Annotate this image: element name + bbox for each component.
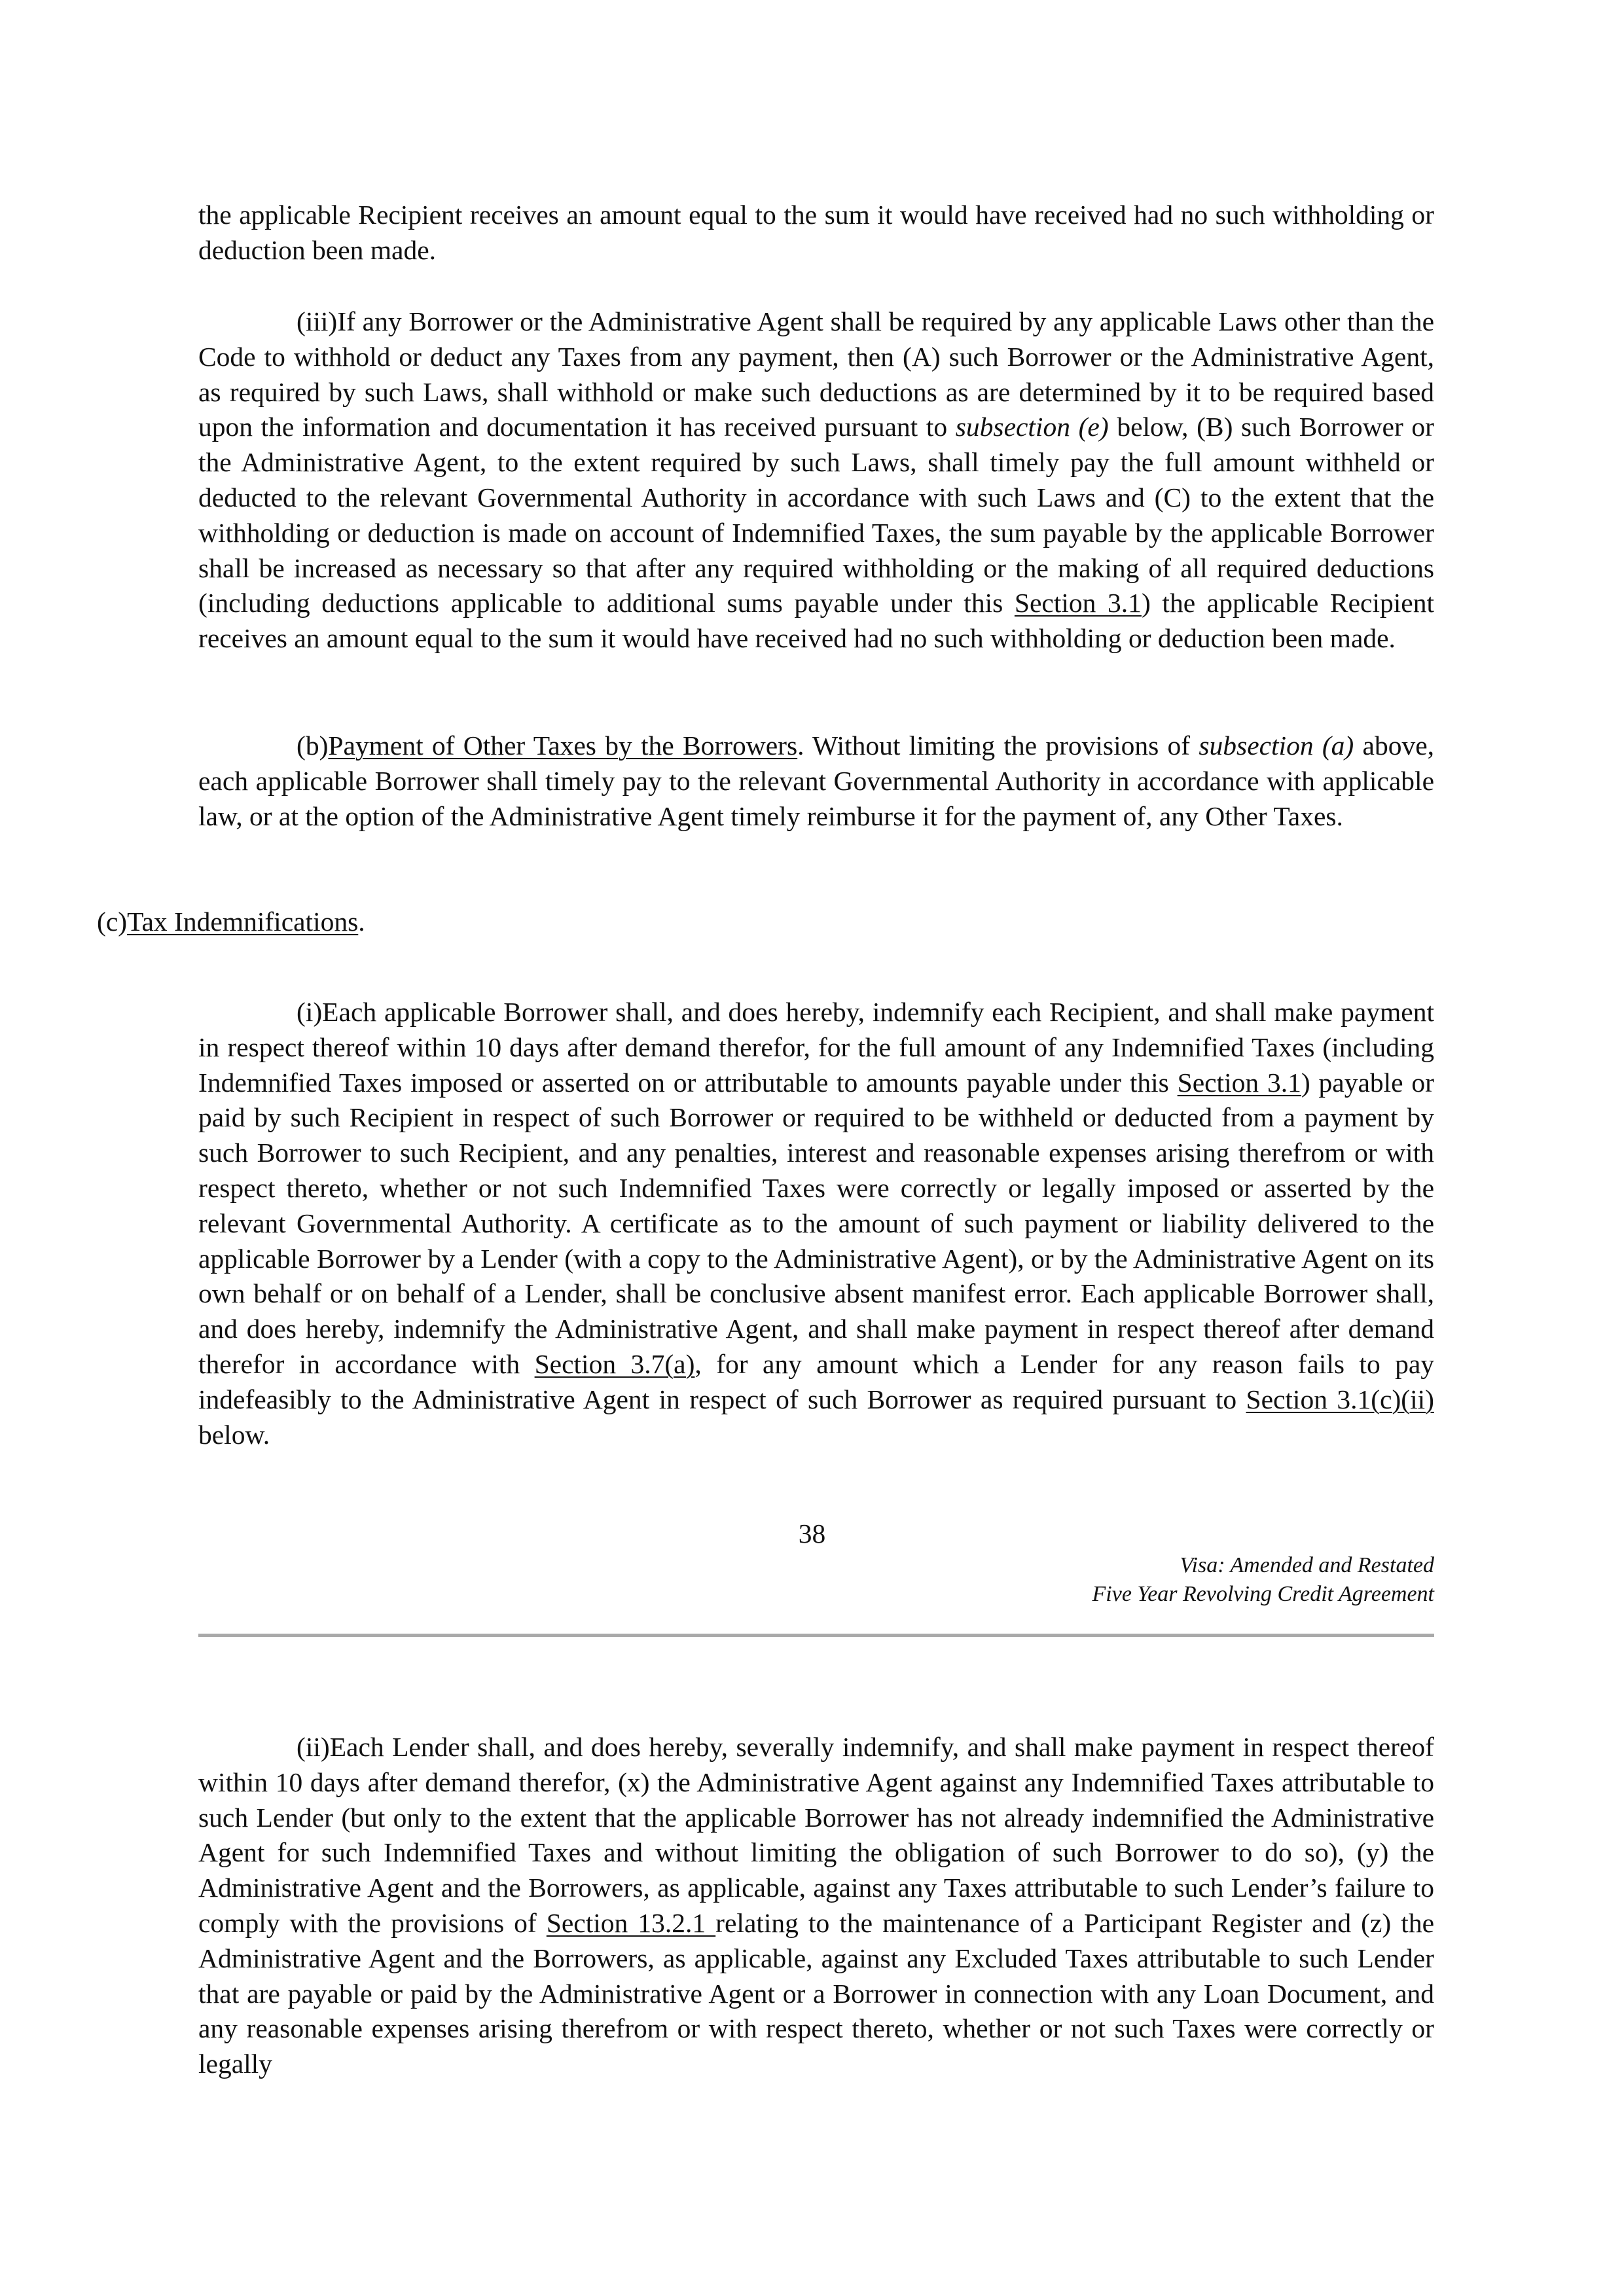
section-3-1-c-ii-reference: Section 3.1(c)(ii) <box>1246 1384 1434 1414</box>
paragraph-ii-text-2: relating to the maintenance of a Participant Register and (z) the Administrative Agent and the Borrowers, as applicable, against any Excluded Taxes attributable to such Lender that are payable or paid by the Administrative Agent or a Borrower in connection with any Loan Document, and any reasonable expenses arising therefrom or with respect thereto, whether or not such Taxes were correctly or legally <box>198 1907 1434 2079</box>
paragraph-iii-text-1: (iii)If any Borrower or the Administrative Agent shall be required by any applicable Laws other than the Code to withhold or deduct any Taxes from any payment, then (A) such Borrower or the Administrative Agent, as required by such Laws, shall withhold or make such deductions as are determined by it to be required based upon the information and documentation it has received pursuant to <box>198 306 1434 442</box>
section-c-heading <box>97 905 365 940</box>
paragraph-ii <box>198 1730 1434 2082</box>
section-c-title: Tax Indemnifications <box>127 906 359 937</box>
page-divider <box>198 1634 1434 1637</box>
section-13-2-1-reference: Section 13.2.1 <box>546 1907 716 1938</box>
section-c-label: (c) <box>97 906 128 937</box>
paragraph-i-text-3: , for any amount which a Lender for any reason fails to pay indefeasibly to the Administrative Agent in respect of such Borrower as required pursuant to <box>198 1348 1435 1414</box>
section-c-trail: . <box>358 906 365 937</box>
subsection-a-reference: subsection (a) <box>1199 730 1354 761</box>
section-3-1-reference: Section 3.1 <box>1014 588 1142 619</box>
paragraph-b-heading: Payment of Other Taxes by the Borrowers <box>328 730 798 761</box>
section-3-1-reference: Section 3.1 <box>1177 1067 1301 1098</box>
paragraph-b-label: (b) <box>297 730 329 761</box>
paragraph-ii-text-1: (ii)Each Lender shall, and does hereby, severally indemnify, and shall make payment in respect thereof within 10 days after demand therefor, (x) the Administrative Agent against any Indemnified Taxes attributable to such Lender (but only to the extent that the applicable Borrower has not already indemnified the Administrative Agent for such Indemnified Taxes and without limiting the obligation of such Borrower to do so), (y) the Administrative Agent and the Borrowers, as applicable, against any Taxes attributable to such Lender’s failure to comply with the provisions of <box>198 1732 1434 1938</box>
paragraph-iii <box>198 304 1434 656</box>
paragraph-i-text-4: below. <box>198 1419 270 1450</box>
paragraph-i-text-1: (i)Each applicable Borrower shall, and does hereby, indemnify each Recipient, and shall make payment in respect thereof within 10 days after demand therefor, for the full amount of any Indemnified Taxes (including Indemnified Taxes imposed or asserted on or attributable to amounts payable under this <box>198 997 1434 1098</box>
paragraph-iii-text-2: below, (B) such Borrower or the Administrative Agent, to the extent required by such Laws, shall timely pay the full amount withheld or deducted to the relevant Governmental Authority in accordance with such Laws and (C) to the extent that the withholding or deduction is made on account of Indemnified Taxes, the sum payable by the applicable Borrower shall be increased as necessary so that after any required withholding or the making of all required deductions (including deductions applicable to additional sums payable under this <box>198 412 1434 619</box>
footer-caption-line-1: Visa: Amended and Restated <box>1180 1553 1434 1577</box>
section-3-7a-reference: Section 3.7(a) <box>534 1348 695 1379</box>
subsection-e-reference: subsection (e) <box>955 412 1109 442</box>
paragraph-b-text-1: . Without limiting the provisions of <box>797 730 1199 761</box>
paragraph-continuation-text: the applicable Recipient receives an amount equal to the sum it would have received had no such withholding or deduction been made. <box>198 200 1434 265</box>
paragraph-i-text-2: ) payable or paid by such Recipient in respect of such Borrower or required to be withheld or deducted from a payment by such Borrower to such Recipient, and any penalties, interest and reasonable expenses arising therefrom or with respect thereto, whether or not such Indemnified Taxes were correctly or legally imposed or asserted by the relevant Governmental Authority. A certificate as to the amount of such payment or liability delivered to the applicable Borrower by a Lender (with a copy to the Administrative Agent), or by the Administrative Agent on its own behalf or on behalf of a Lender, shall be conclusive absent manifest error. Each applicable Borrower shall, and does hereby, indemnify the Administrative Agent, and shall make payment in respect thereof after demand therefor in accordance with <box>198 1067 1434 1379</box>
page-number: 38 <box>798 1518 826 1549</box>
paragraph-b-text-2: above, each applicable Borrower shall timely pay to the relevant Governmental Authority in accordance with applicable law, or at the option of the Administrative Agent timely reimburse it for the payment of, any Other Taxes. <box>198 730 1435 831</box>
paragraph-b <box>198 728 1434 834</box>
paragraph-i <box>198 995 1434 1452</box>
footer-caption-line-2: Five Year Revolving Credit Agreement <box>1092 1582 1434 1606</box>
paragraph-iii-text-3: ) the applicable Recipient receives an amount equal to the sum it would have received had no such withholding or deduction been made. <box>198 588 1434 654</box>
paragraph-continuation <box>198 198 1434 268</box>
footer-caption <box>1092 1551 1434 1609</box>
